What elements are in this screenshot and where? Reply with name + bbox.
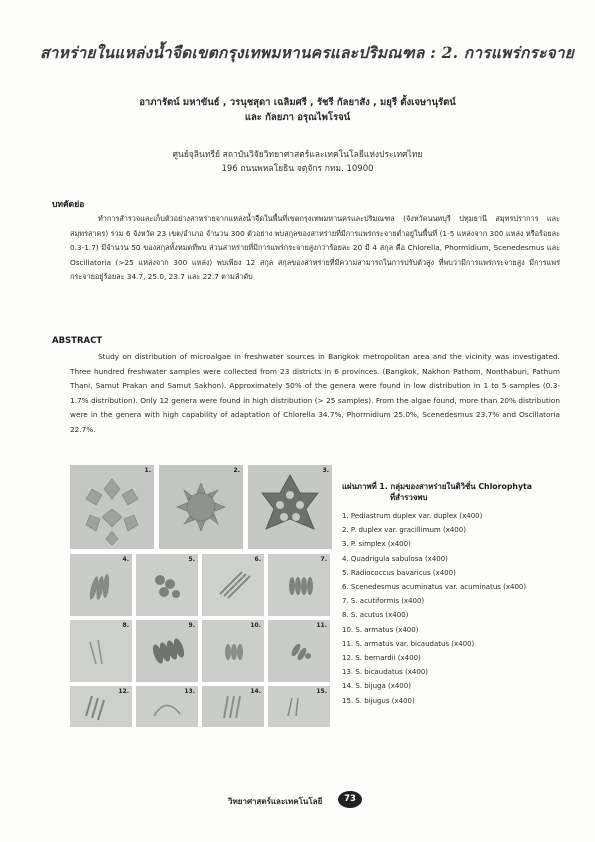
tile-number: 3. — [322, 467, 329, 474]
micrograph-tile — [202, 554, 264, 616]
authors-line-1: อาภารัตน์ มหาขันธ์ , วรนุชสุดา เฉลิมศรี , รัชรี กัลยาสัง , มยุรี ตั้งเจษานุรัตน์ — [139, 97, 456, 108]
scenedesmus-acuminatus-image — [202, 554, 264, 616]
quadrigula-image — [70, 554, 132, 616]
english-abstract-text: Study on distribution of microalgae in freshwater sources in Bangkok metropolitan area and the vicinity was investigated. Three hundred freshwater samples were collected from 23 districts in 6 provinces. (Bangkok, Nakhon Pathom, Nonthaburi, Pathum Thani, Samut Prakan and Samut Sakhon). Approximately 50% of the genera were found in low distribution in 1 to 5 samples (0.3-1.7% distribution). Only 12 genera were found in high distribution (> 25 samples). From the algae found, more than 20% distribution were in the genera with high capability of adaptation of Chlorella 34.7%, Phormidium 25.0%, Scenedesmus 23.7% and Oscillatoria 22.7%. — [70, 352, 560, 434]
author-list — [60, 95, 535, 125]
legend-title: แผ่นภาพที่ 1. กลุ่มของสาหร่ายในดิวิชั่น Chlorophyta — [342, 482, 533, 491]
scenedesmus-acutiformis-image — [268, 554, 330, 616]
figure-legend — [342, 481, 552, 708]
thai-abstract-text: ทำการสำรวจและเก็บตัวอย่างสาหร่ายจากแหล่งน้ำจืดในพื้นที่เขตกรุงเทพมหานครและปริมณฑล (จังหวัดนนทบุรี ปทุมธานี สมุทรปราการ และสมุทรสาคร) รวม 6 จังหวัด 23 เขต/อำเภอ จำนวน 300 ตัวอย่าง พบสกุลของสาหร่ายที่มีการแพร่กระจายต่ำอยู่ในพื้นที่ (1-5 แหล่งจาก 300 แหล่ง หรือร้อยละ 0.3-1.7) มีจำนวน 50 ของสกุลทั้งหมดที่พบ ส่วนสาหร่ายที่มีการแพร่กระจายสูงกว่าร้อยละ 20 มี 4 สกุล คือ Chlorella, Phormidium, Scenedesmus และ Oscillatoria (>25 แหล่งจาก 300 แหล่ง) พบเพียง 12 สกุล สกุลของสาหร่ายที่มีความสามารถในการปรับตัวสูง ที่พบว่ามีการแพร่กระจายสูง มีการแพร่กระจายอยู่ร้อยละ 34.7, 25.0, 23.7 และ 22.7 ตามลำดับ — [70, 214, 560, 282]
legend-item: 4. Quadrigula sabulosa (x400) — [342, 554, 448, 563]
tile-number: 15. — [316, 688, 327, 695]
legend-item: 2. P. duplex var. gracillimum (x400) — [342, 526, 466, 535]
micrograph-tile — [70, 686, 132, 727]
page-number: 73 — [338, 791, 362, 808]
micrograph-tile — [70, 465, 154, 549]
micrograph-tile — [202, 686, 264, 727]
pediastrum-simplex-image — [248, 465, 332, 549]
micrograph-tile — [136, 620, 198, 682]
affiliation — [60, 148, 535, 176]
micrograph-tile — [248, 465, 332, 549]
english-abstract-heading: ABSTRACT — [52, 336, 103, 346]
scenedesmus-armatus-bicaudatus-image — [202, 620, 264, 682]
legend-item: 11. S. armatus var. bicaudatus (x400) — [342, 639, 475, 648]
micrograph-tile — [136, 554, 198, 616]
legend-item: 14. S. bijuga (x400) — [342, 682, 411, 691]
tile-number: 1. — [144, 467, 151, 474]
tile-number: 4. — [122, 556, 129, 563]
thai-abstract-heading: บทคัดย่อ — [52, 200, 85, 210]
legend-item: 10. S. armatus (x400) — [342, 625, 419, 634]
tile-number: 11. — [316, 622, 327, 629]
pediastrum-gracillimum-image — [159, 465, 243, 549]
scenedesmus-acutus-image — [70, 620, 132, 682]
micrograph-tile — [268, 554, 330, 616]
legend-item: 5. Radiococcus bavaricus (x400) — [342, 568, 456, 577]
affiliation-line-2: 196 ถนนพหลโยธิน จตุจักร กทม. 10900 — [221, 164, 374, 174]
scenedesmus-bernardii-image — [268, 620, 330, 682]
legend-list — [342, 509, 552, 708]
journal-name: วิทยาศาสตร์และเทคโนโลยี — [228, 797, 323, 806]
micrograph-tile — [268, 686, 330, 727]
legend-item: 3. P. simplex (x400) — [342, 540, 411, 549]
legend-item: 12. S. bernardii (x400) — [342, 654, 421, 663]
tile-number: 8. — [122, 622, 129, 629]
legend-subtitle: ที่สำรวจพบ — [390, 493, 428, 502]
pediastrum-duplex-image — [70, 465, 154, 549]
legend-item: 13. S. bicaudatus (x400) — [342, 668, 428, 677]
paper-title: สาหร่ายในแหล่งน้ำจืดเขตกรุงเทพมหานครและปริมณฑล : 2. การแพร่กระจาย — [40, 43, 575, 62]
page-footer — [228, 790, 378, 810]
affiliation-line-1: ศูนย์จุลินทรีย์ สถาบันวิจัยวิทยาศาสตร์และเทคโนโลยีแห่งประเทศไทย — [172, 150, 423, 160]
legend-item: 1. Pediastrum duplex var. duplex (x400) — [342, 512, 483, 520]
micrograph-tile — [268, 620, 330, 682]
micrograph-tile — [159, 465, 243, 549]
micrograph-plate — [70, 465, 332, 727]
legend-item: 8. S. acutus (x400) — [342, 611, 409, 620]
tile-number: 10. — [250, 622, 261, 629]
tile-number: 7. — [320, 556, 327, 563]
tile-number: 2. — [233, 467, 240, 474]
micrograph-tile — [70, 620, 132, 682]
tile-number: 9. — [188, 622, 195, 629]
authors-line-2: และ กัลยภา อรุณไพโรจน์ — [244, 112, 351, 123]
micrograph-tile — [70, 554, 132, 616]
tile-number: 13. — [184, 688, 195, 695]
legend-item: 7. S. acutiformis (x400) — [342, 597, 425, 606]
tile-number: 5. — [188, 556, 195, 563]
thai-abstract-body — [70, 212, 560, 285]
micrograph-tile — [202, 620, 264, 682]
scenedesmus-armatus-image — [136, 620, 198, 682]
radiococcus-image — [136, 554, 198, 616]
tile-number: 14. — [250, 688, 261, 695]
legend-item: 15. S. bijugus (x400) — [342, 696, 415, 705]
legend-item: 6. Scenedesmus acuminatus var. acuminatus (x400) — [342, 583, 527, 592]
micrograph-tile — [136, 686, 198, 727]
tile-number: 6. — [254, 556, 261, 563]
english-abstract-body — [70, 350, 560, 438]
tile-number: 12. — [118, 688, 129, 695]
